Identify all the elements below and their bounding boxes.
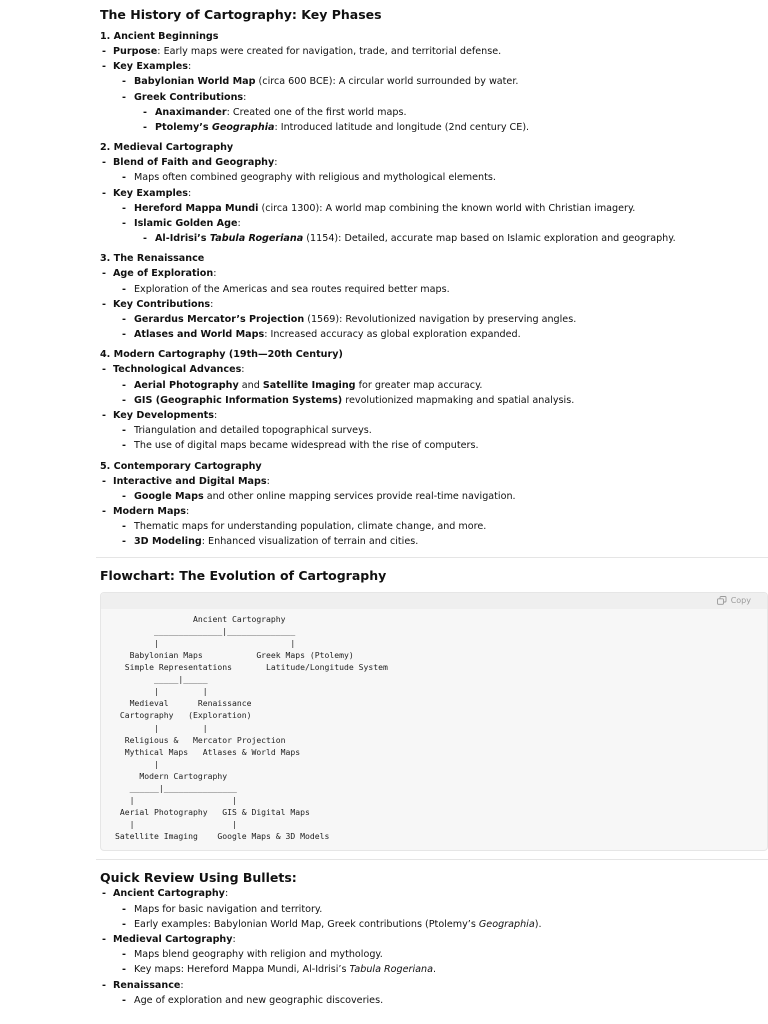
section-divider <box>96 557 768 558</box>
bullet-label: Medieval Cartography <box>113 934 233 946</box>
sub-list <box>113 203 768 246</box>
bullet-suffix: : <box>224 888 229 900</box>
sub-list <box>113 314 768 341</box>
bullet-label: Islamic Golden Age <box>134 218 238 230</box>
bullet-text: and other online mapping services provide real-time navigation. <box>203 490 516 502</box>
list-item: - The use of digital maps became widespread with the rise of computers. <box>113 440 768 452</box>
review-heading: Quick Review Using Bullets: <box>100 870 297 886</box>
bullet-label: Hereford Mappa Mundi <box>134 202 259 214</box>
list-item <box>113 76 768 88</box>
section-heading-contemporary: 5. Contemporary Cartography <box>100 460 262 472</box>
bullet-label: GIS (Geographic Information Systems) <box>134 394 343 406</box>
bullet-suffix: : <box>243 91 247 103</box>
list-item <box>113 380 768 392</box>
work-title: Tabula Rogeriana <box>209 233 304 245</box>
bullet-suffix: : <box>274 157 278 169</box>
code-block <box>100 592 768 852</box>
flowchart-heading: Flowchart: The Evolution of Cartography <box>100 567 387 583</box>
bullet-label: Blend of Faith and Geography <box>113 157 275 169</box>
sub-list <box>113 425 768 452</box>
bullet-text: (1569): Revolutionized navigation by preserving angles. <box>304 314 577 326</box>
list-item <box>134 122 768 134</box>
list-item <box>113 536 768 548</box>
bullet-label: 3D Modeling <box>134 536 202 548</box>
list-item: - Maps often combined geography with religious and mythological elements. <box>113 172 768 184</box>
bullet-label: Age of Exploration <box>113 268 214 280</box>
bullet-suffix: : <box>180 979 184 991</box>
bullet-text: : Introduced latitude and longitude (2nd century CE). <box>274 122 530 134</box>
work-title: Geographia <box>211 122 275 134</box>
bullet-suffix: : <box>241 364 245 376</box>
list-item <box>134 107 768 119</box>
list-item <box>100 934 768 977</box>
list-item <box>134 233 768 245</box>
list-item <box>100 268 768 295</box>
bullet-label: Ancient Cartography <box>113 888 225 900</box>
bullet-text: (1154): Detailed, accurate map based on Islamic exploration and geography. <box>303 233 676 245</box>
modern-list <box>100 364 768 452</box>
bullet-label: Gerardus Mercator’s Projection <box>134 314 305 326</box>
bullet-label: Renaissance <box>113 979 181 991</box>
sub-list <box>113 904 768 931</box>
list-item: - Thematic maps for understanding population, climate change, and more. <box>113 521 768 533</box>
medieval-list <box>100 157 768 245</box>
list-item <box>113 919 768 931</box>
bullet-label: Al-Idrisi’s <box>155 233 210 245</box>
bullet-suffix: : <box>232 934 236 946</box>
document-content <box>100 6 768 1010</box>
bullet-label: Key Developments <box>113 410 214 422</box>
sub-list <box>113 380 768 407</box>
sub-sub-list <box>134 233 768 245</box>
bullet-label: Babylonian World Map <box>134 76 256 88</box>
bullet-text: . <box>432 964 437 976</box>
bullet-suffix: : <box>266 475 270 487</box>
section-heading-medieval: 2. Medieval Cartography <box>100 142 234 154</box>
list-item: - Maps blend geography with religion and mythology. <box>113 949 768 961</box>
list-item: - Exploration of the Americas and sea routes required better maps. <box>113 284 768 296</box>
copy-button[interactable] <box>717 596 751 605</box>
sub-list <box>113 172 768 184</box>
bullet-text: revolutionized mapmaking and spatial analysis. <box>342 394 575 406</box>
list-item <box>100 61 768 134</box>
section-heading-ancient: 1. Ancient Beginnings <box>100 31 219 42</box>
list-item <box>100 364 768 407</box>
list-item <box>100 299 768 342</box>
bullet-suffix: : <box>213 410 218 422</box>
bullet-text: (circa 1300): A world map combining the known world with Christian imagery. <box>258 202 636 214</box>
bullet-text: (circa 600 BCE): A circular world surrounded by water. <box>255 76 519 88</box>
bullet-label: Google Maps <box>134 490 204 502</box>
list-item <box>100 188 768 246</box>
sub-list <box>113 284 768 296</box>
copy-icon <box>717 596 727 605</box>
bullet-text: ). <box>534 918 542 930</box>
bullet-text: : Enhanced visualization of terrain and cities. <box>201 536 419 548</box>
bullet-text: and <box>238 379 263 391</box>
bullet-label: Modern Maps <box>113 506 187 518</box>
bullet-label: Atlases and World Maps <box>134 329 265 341</box>
code-block-header <box>101 593 767 609</box>
sub-list <box>113 491 768 503</box>
renaissance-list <box>100 268 768 341</box>
bullet-suffix: : <box>186 506 190 518</box>
bullet-suffix: : <box>187 187 192 199</box>
sub-list <box>113 76 768 134</box>
bullet-label: Key Contributions <box>113 298 211 310</box>
bullet-text: Key maps: Hereford Mappa Mundi, Al-Idrisi’s <box>134 964 350 976</box>
bullet-text: Early examples: Babylonian World Map, Greek contributions (Ptolemy’s <box>134 918 479 930</box>
bullet-label: Satellite Imaging <box>262 379 356 391</box>
section-divider <box>96 859 768 860</box>
sub-list <box>113 521 768 548</box>
bullet-text: for greater map accuracy. <box>355 379 483 391</box>
work-title: Geographia <box>478 918 535 930</box>
bullet-suffix: : <box>210 298 214 310</box>
list-item <box>100 410 768 453</box>
contemporary-list <box>100 476 768 549</box>
bullet-text: : Created one of the first world maps. <box>226 106 407 118</box>
ancient-list <box>100 46 768 134</box>
page-title: The History of Cartography: Key Phases <box>100 7 382 22</box>
work-title: Tabula Rogeriana <box>349 964 433 976</box>
bullet-label: Key Examples <box>113 61 188 73</box>
list-item <box>113 395 768 407</box>
bullet-suffix: : <box>187 61 192 73</box>
list-item <box>113 491 768 503</box>
bullet-text: : Increased accuracy as global exploration expanded. <box>264 329 521 341</box>
bullet-label: Purpose <box>113 46 158 57</box>
bullet-label: Interactive and Digital Maps <box>113 475 267 487</box>
sub-list <box>113 995 768 1007</box>
review-list <box>100 888 768 1007</box>
bullet-text: : Early maps were created for navigation, trade, and territorial defense. <box>157 46 502 57</box>
list-item <box>100 980 768 1007</box>
bullet-label: Technological Advances <box>113 364 242 376</box>
bullet-label: Key Examples <box>113 187 188 199</box>
list-item <box>113 203 768 215</box>
bullet-label: Ptolemy’s <box>155 122 212 134</box>
list-item <box>100 46 768 58</box>
copy-button-label: Copy <box>730 595 751 605</box>
list-item: - Maps for basic navigation and territory. <box>113 904 768 916</box>
list-item <box>100 157 768 184</box>
sub-list <box>113 949 768 976</box>
list-item <box>100 888 768 931</box>
bullet-suffix: : <box>237 218 241 230</box>
list-item <box>113 218 768 245</box>
bullet-label: Anaximander <box>155 106 227 118</box>
list-item: - Age of exploration and new geographic discoveries. <box>113 995 768 1007</box>
bullet-label: Greek Contributions <box>134 91 244 103</box>
bullet-label: Aerial Photography <box>134 379 239 391</box>
bullet-suffix: : <box>213 268 217 280</box>
list-item <box>113 329 768 341</box>
flowchart-code: Ancient Cartography ______________|______________ | | Babylonian Maps Greek Maps (Ptolemy) Simple Representations Latitude/Longitude System _____|_____ | | Medieval Renaissance Cartography (Exploration) | | Religious & Mercator Projection Mythical Maps Atlases & World Maps | Modern Cartography ______|_______________ | | Aerial Photography GIS & Digital Maps | | Satellite Imaging Google Maps & 3D Models <box>115 613 388 842</box>
section-heading-modern: 4. Modern Cartography (19th—20th Century) <box>100 349 343 361</box>
list-item <box>113 964 768 976</box>
section-heading-renaissance: 3. The Renaissance <box>100 253 205 265</box>
list-item <box>100 476 768 503</box>
list-item <box>100 506 768 549</box>
list-item <box>113 314 768 326</box>
list-item <box>113 92 768 135</box>
sub-sub-list <box>134 107 768 134</box>
list-item: - Triangulation and detailed topographical surveys. <box>113 425 768 437</box>
